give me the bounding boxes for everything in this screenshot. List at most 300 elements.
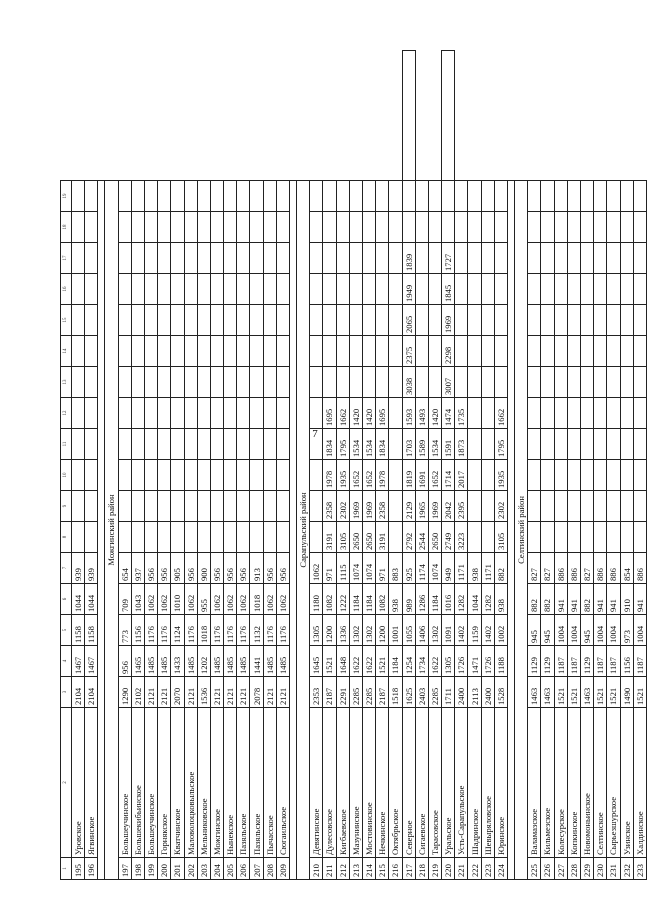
value-cell: 937 xyxy=(131,553,144,584)
column-number: 3 xyxy=(61,677,72,708)
value-cell xyxy=(131,491,144,522)
value-cell xyxy=(362,274,375,305)
value-cell xyxy=(323,305,336,336)
table-row xyxy=(250,51,263,880)
value-cell xyxy=(171,305,184,336)
value-cell xyxy=(184,367,197,398)
value-cell: 1129 xyxy=(541,646,554,677)
value-cell: 1536 xyxy=(197,677,210,708)
value-cell xyxy=(633,274,646,305)
value-cell: 1471 xyxy=(468,646,481,677)
value-cell xyxy=(541,367,554,398)
value-cell xyxy=(428,274,441,305)
settlement-name: Валамазское xyxy=(528,708,541,858)
table-row xyxy=(336,51,349,880)
value-cell: 1302 xyxy=(428,615,441,646)
value-cell: 1176 xyxy=(158,615,171,646)
value-cell: 971 xyxy=(323,553,336,584)
value-cell xyxy=(171,367,184,398)
value-cell: 827 xyxy=(528,553,541,584)
value-cell xyxy=(131,460,144,491)
value-cell xyxy=(276,429,289,460)
value-cell xyxy=(184,212,197,243)
page-number: 7 xyxy=(312,428,318,440)
value-cell xyxy=(528,212,541,243)
value-cell: 1534 xyxy=(362,429,375,460)
value-cell: 1839 xyxy=(402,243,415,274)
value-cell xyxy=(224,491,237,522)
value-cell xyxy=(210,181,223,212)
value-cell xyxy=(494,212,507,243)
value-cell: 1463 xyxy=(580,677,593,708)
value-cell xyxy=(323,274,336,305)
value-cell: 910 xyxy=(620,584,633,615)
value-cell xyxy=(455,367,468,398)
value-cell xyxy=(310,181,323,212)
value-cell xyxy=(541,336,554,367)
value-cell xyxy=(224,212,237,243)
value-cell xyxy=(72,336,85,367)
settlement-name: Сырьезшурское xyxy=(607,708,620,858)
table-row xyxy=(468,51,481,880)
value-cell xyxy=(567,367,580,398)
value-cell xyxy=(72,243,85,274)
value-cell xyxy=(197,274,210,305)
value-cell xyxy=(197,305,210,336)
value-cell xyxy=(607,491,620,522)
value-cell xyxy=(336,367,349,398)
value-cell: 1200 xyxy=(376,615,389,646)
value-cell xyxy=(118,398,131,429)
value-cell: 1978 xyxy=(323,460,336,491)
value-cell xyxy=(594,460,607,491)
value-cell: 956 xyxy=(144,553,157,584)
table-row xyxy=(607,51,620,880)
value-cell xyxy=(250,243,263,274)
value-cell: 1062 xyxy=(184,584,197,615)
value-cell xyxy=(541,398,554,429)
value-cell xyxy=(620,243,633,274)
value-cell: 1591 xyxy=(442,429,455,460)
value-cell xyxy=(197,336,210,367)
value-cell: 913 xyxy=(250,553,263,584)
value-cell xyxy=(118,305,131,336)
value-cell: 882 xyxy=(580,584,593,615)
value-cell xyxy=(158,429,171,460)
value-cell xyxy=(276,243,289,274)
value-cell: 1465 xyxy=(131,646,144,677)
value-cell xyxy=(263,429,276,460)
value-cell xyxy=(633,336,646,367)
settlement-name: Колесурское xyxy=(554,708,567,858)
value-cell xyxy=(607,274,620,305)
value-cell xyxy=(72,460,85,491)
value-cell xyxy=(442,181,455,212)
value-cell xyxy=(567,398,580,429)
value-cell xyxy=(607,243,620,274)
value-cell: 1282 xyxy=(481,584,494,615)
value-cell xyxy=(376,305,389,336)
value-cell: 956 xyxy=(158,553,171,584)
row-number: 220 xyxy=(442,858,455,880)
value-cell: 1727 xyxy=(442,243,455,274)
row-number: 219 xyxy=(428,858,441,880)
value-cell xyxy=(210,367,223,398)
value-cell xyxy=(567,181,580,212)
value-cell xyxy=(158,305,171,336)
value-cell: 1159 xyxy=(468,615,481,646)
value-cell xyxy=(224,336,237,367)
value-cell xyxy=(171,522,184,553)
value-cell xyxy=(237,491,250,522)
value-cell xyxy=(481,212,494,243)
value-cell: 1188 xyxy=(494,646,507,677)
value-cell xyxy=(468,398,481,429)
value-cell xyxy=(336,274,349,305)
value-cell: 1002 xyxy=(494,615,507,646)
value-cell: 1485 xyxy=(210,646,223,677)
value-cell: 949 xyxy=(442,553,455,584)
value-cell xyxy=(607,522,620,553)
value-cell xyxy=(224,181,237,212)
value-cell xyxy=(567,243,580,274)
value-cell: 1521 xyxy=(376,646,389,677)
row-number: 221 xyxy=(455,858,468,880)
value-cell xyxy=(85,460,98,491)
value-cell: 1402 xyxy=(481,615,494,646)
value-cell xyxy=(250,336,263,367)
value-cell: 1521 xyxy=(633,677,646,708)
value-cell xyxy=(541,243,554,274)
value-cell xyxy=(415,367,428,398)
value-cell xyxy=(428,305,441,336)
table-row xyxy=(276,51,289,880)
value-cell xyxy=(171,274,184,305)
value-cell: 1528 xyxy=(494,677,507,708)
value-cell: 1091 xyxy=(442,615,455,646)
value-cell xyxy=(144,274,157,305)
value-cell: 1055 xyxy=(402,615,415,646)
table-row xyxy=(389,51,402,880)
value-cell: 1645 xyxy=(310,646,323,677)
value-cell xyxy=(224,522,237,553)
value-cell xyxy=(376,212,389,243)
value-cell: 886 xyxy=(567,553,580,584)
value-cell: 1010 xyxy=(171,584,184,615)
value-cell xyxy=(237,212,250,243)
row-number: 206 xyxy=(237,858,250,880)
value-cell xyxy=(620,367,633,398)
value-cell xyxy=(428,243,441,274)
row-number: 224 xyxy=(494,858,507,880)
value-cell xyxy=(118,460,131,491)
value-cell xyxy=(580,367,593,398)
value-cell xyxy=(263,212,276,243)
value-cell: 1187 xyxy=(554,646,567,677)
value-cell: 1490 xyxy=(620,677,633,708)
value-cell xyxy=(85,398,98,429)
value-cell: 1463 xyxy=(541,677,554,708)
value-cell xyxy=(541,274,554,305)
row-number: 196 xyxy=(85,858,98,880)
value-cell xyxy=(468,429,481,460)
settlement-name: Пазяльское xyxy=(237,708,250,858)
row-number: 200 xyxy=(158,858,171,880)
value-cell xyxy=(528,491,541,522)
value-cell xyxy=(310,491,323,522)
value-cell xyxy=(541,522,554,553)
value-cell: 827 xyxy=(541,553,554,584)
value-cell xyxy=(184,522,197,553)
value-cell xyxy=(594,398,607,429)
value-cell xyxy=(494,336,507,367)
value-cell: 3191 xyxy=(376,522,389,553)
value-cell xyxy=(237,429,250,460)
value-cell xyxy=(541,460,554,491)
value-cell: 1184 xyxy=(389,646,402,677)
value-cell xyxy=(144,460,157,491)
value-cell xyxy=(528,305,541,336)
value-cell xyxy=(171,460,184,491)
value-cell xyxy=(362,305,375,336)
value-cell xyxy=(85,522,98,553)
value-cell: 1652 xyxy=(349,460,362,491)
value-cell xyxy=(468,243,481,274)
value-cell: 1018 xyxy=(250,584,263,615)
value-cell: 2650 xyxy=(362,522,375,553)
value-cell xyxy=(389,336,402,367)
value-cell xyxy=(594,336,607,367)
row-number: 228 xyxy=(567,858,580,880)
value-cell xyxy=(349,181,362,212)
row-number: 197 xyxy=(118,858,131,880)
value-cell: 1305 xyxy=(442,646,455,677)
settlement-name: Горнякское xyxy=(158,708,171,858)
value-cell: 1184 xyxy=(349,584,362,615)
column-number: 12 xyxy=(61,398,72,429)
value-cell: 900 xyxy=(197,553,210,584)
row-number: 213 xyxy=(349,858,362,880)
value-cell xyxy=(263,305,276,336)
value-cell xyxy=(131,274,144,305)
value-cell: 955 xyxy=(197,584,210,615)
value-cell xyxy=(349,336,362,367)
settlement-name: Мазунинское xyxy=(349,708,362,858)
value-cell: 1176 xyxy=(210,615,223,646)
table-row xyxy=(633,51,646,880)
value-cell xyxy=(594,429,607,460)
value-cell: 1485 xyxy=(144,646,157,677)
value-cell xyxy=(310,274,323,305)
value-cell xyxy=(210,305,223,336)
value-cell: 1695 xyxy=(323,398,336,429)
value-cell: 941 xyxy=(594,584,607,615)
value-cell xyxy=(323,243,336,274)
value-cell xyxy=(237,367,250,398)
value-cell xyxy=(85,212,98,243)
value-cell xyxy=(580,336,593,367)
value-cell xyxy=(349,367,362,398)
value-cell: 2302 xyxy=(336,491,349,522)
value-cell xyxy=(276,336,289,367)
settlement-name: Девятинское xyxy=(310,708,323,858)
value-cell xyxy=(310,522,323,553)
table-row xyxy=(481,51,494,880)
value-cell: 971 xyxy=(376,553,389,584)
value-cell: 1735 xyxy=(455,398,468,429)
value-cell: 1004 xyxy=(554,615,567,646)
value-cell: 2400 xyxy=(481,677,494,708)
value-cell: 939 xyxy=(85,553,98,584)
value-cell: 2353 xyxy=(310,677,323,708)
table-row xyxy=(237,51,250,880)
value-cell xyxy=(376,367,389,398)
value-cell xyxy=(323,367,336,398)
value-cell: 1115 xyxy=(336,553,349,584)
value-cell xyxy=(85,274,98,305)
value-cell: 1254 xyxy=(402,646,415,677)
value-cell xyxy=(468,212,481,243)
value-cell xyxy=(554,305,567,336)
value-cell: 1726 xyxy=(481,646,494,677)
value-cell xyxy=(362,212,375,243)
value-cell xyxy=(428,367,441,398)
value-cell: 1176 xyxy=(276,615,289,646)
value-cell: 1222 xyxy=(336,584,349,615)
value-cell: 2078 xyxy=(250,677,263,708)
value-cell xyxy=(633,522,646,553)
value-cell xyxy=(528,367,541,398)
value-cell xyxy=(237,181,250,212)
value-cell xyxy=(310,460,323,491)
value-cell xyxy=(528,460,541,491)
value-cell xyxy=(594,181,607,212)
value-cell xyxy=(389,305,402,336)
row-number: 204 xyxy=(210,858,223,880)
value-cell xyxy=(144,336,157,367)
value-cell xyxy=(468,274,481,305)
column-number: 15 xyxy=(61,305,72,336)
value-cell: 1062 xyxy=(310,553,323,584)
value-cell: 2102 xyxy=(131,677,144,708)
row-number: 195 xyxy=(72,858,85,880)
value-cell: 1282 xyxy=(455,584,468,615)
value-cell: 1187 xyxy=(594,646,607,677)
value-cell: 1703 xyxy=(402,429,415,460)
value-cell: 1200 xyxy=(323,615,336,646)
value-cell: 1648 xyxy=(336,646,349,677)
district-header-row xyxy=(105,51,118,880)
column-number: 5 xyxy=(61,615,72,646)
value-cell: 956 xyxy=(263,553,276,584)
value-cell xyxy=(594,305,607,336)
value-cell: 1202 xyxy=(197,646,210,677)
settlement-name: Нечкинское xyxy=(376,708,389,858)
value-cell xyxy=(389,398,402,429)
value-cell xyxy=(250,212,263,243)
value-cell xyxy=(310,429,323,460)
value-cell xyxy=(468,491,481,522)
value-cell: 2121 xyxy=(184,677,197,708)
value-cell xyxy=(554,398,567,429)
value-cell: 1171 xyxy=(481,553,494,584)
settlement-name: Уровское xyxy=(72,708,85,858)
row-number: 214 xyxy=(362,858,375,880)
value-cell: 1176 xyxy=(237,615,250,646)
value-cell: 1016 xyxy=(442,584,455,615)
value-cell: 2187 xyxy=(323,677,336,708)
value-cell xyxy=(197,398,210,429)
value-cell xyxy=(263,336,276,367)
value-cell: 2792 xyxy=(402,522,415,553)
value-cell xyxy=(580,212,593,243)
value-cell: 925 xyxy=(402,553,415,584)
value-cell: 1302 xyxy=(349,615,362,646)
value-cell: 2121 xyxy=(237,677,250,708)
value-cell: 2375 xyxy=(402,336,415,367)
value-cell xyxy=(528,429,541,460)
value-cell xyxy=(620,336,633,367)
value-cell xyxy=(607,181,620,212)
table-row xyxy=(554,51,567,880)
value-cell xyxy=(171,336,184,367)
value-cell xyxy=(171,181,184,212)
value-cell xyxy=(494,367,507,398)
value-cell xyxy=(567,491,580,522)
value-cell xyxy=(607,367,620,398)
value-cell: 1622 xyxy=(362,646,375,677)
column-number: 19 xyxy=(61,181,72,212)
settlement-name: Шевыряловское xyxy=(481,708,494,858)
value-cell xyxy=(468,460,481,491)
value-cell: 1062 xyxy=(224,584,237,615)
value-cell xyxy=(237,522,250,553)
value-cell xyxy=(250,460,263,491)
value-cell xyxy=(323,212,336,243)
value-cell: 1474 xyxy=(442,398,455,429)
value-cell: 1795 xyxy=(494,429,507,460)
value-cell: 3007 xyxy=(442,367,455,398)
value-cell: 2650 xyxy=(428,522,441,553)
value-cell: 2070 xyxy=(171,677,184,708)
value-cell xyxy=(376,274,389,305)
value-cell xyxy=(224,274,237,305)
value-cell xyxy=(481,491,494,522)
value-cell xyxy=(197,367,210,398)
value-cell xyxy=(481,305,494,336)
settlement-name: Юринское xyxy=(494,708,507,858)
value-cell xyxy=(85,367,98,398)
value-cell xyxy=(184,491,197,522)
row-number: 233 xyxy=(633,858,646,880)
value-cell xyxy=(580,305,593,336)
table-row xyxy=(567,51,580,880)
value-cell xyxy=(184,181,197,212)
settlement-name: Новомоньинское xyxy=(580,708,593,858)
value-cell xyxy=(158,522,171,553)
value-cell xyxy=(633,181,646,212)
value-cell xyxy=(633,212,646,243)
column-number: 1 xyxy=(61,858,72,880)
value-cell xyxy=(620,429,633,460)
value-cell xyxy=(184,274,197,305)
value-cell xyxy=(310,243,323,274)
value-cell xyxy=(171,429,184,460)
value-cell xyxy=(362,367,375,398)
value-cell xyxy=(541,305,554,336)
table-row xyxy=(72,51,85,880)
value-cell xyxy=(118,491,131,522)
